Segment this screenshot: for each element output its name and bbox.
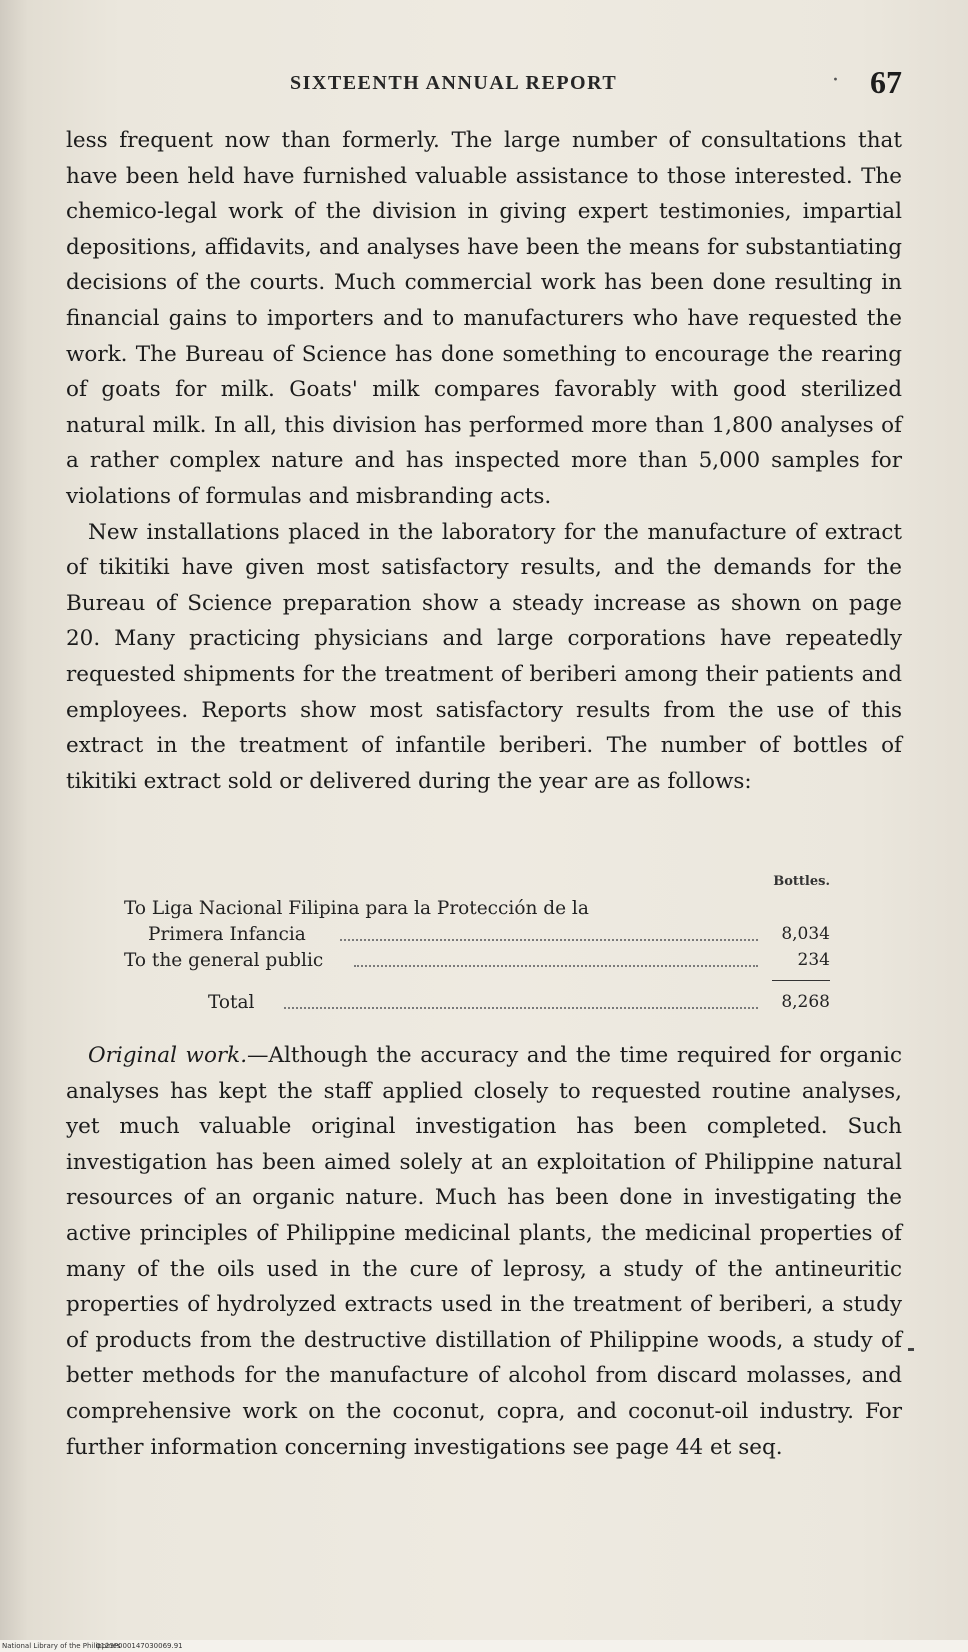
scan-footer: [0, 1640, 968, 1652]
row-label: Primera Infancia: [148, 924, 306, 945]
total-value: 8,268: [781, 992, 830, 1012]
running-head: [0, 66, 968, 106]
header-mark: ·: [832, 68, 839, 93]
scan-id: 0123P000147030069.91: [96, 1642, 183, 1650]
table-row: [124, 898, 830, 926]
row-value: 234: [797, 950, 830, 970]
original-work-section: [66, 1038, 902, 1465]
original-work-text: —Although the accuracy and the time required for organic analyses has kept the staff applied closely to requested routine analyses, yet much valuable original investigation has been completed. Such investigation has been aimed solely at an exploitation of Philippine natural resources of an organic nature. Much has been done in investigating the active principles of Philippine medicinal plants, the medicinal properties of many of the oils used in the cure of leprosy, a study of the antineuritic properties of hydrolyzed extracts used in the treatment of beriberi, a study of products from the destructive distillation of Philippine woods, a study of better methods for the manufacture of alcohol from discard molasses, and comprehensive work on the coconut, copra, and coconut-oil industry. For further information concerning investigations see page 44 et seq.: [66, 1043, 902, 1460]
leader-dots: [340, 939, 758, 941]
table-row: [124, 924, 830, 952]
leader-dots: [354, 965, 758, 967]
margin-mark: [908, 1348, 914, 1351]
column-header-bottles: Bottles.: [773, 874, 830, 889]
paragraph-tikitiki: New installations placed in the laboratory for the manufacture of extract of tikitiki have given most satisfactory results, and the demands for the Bureau of Science preparation show a steady increase as shown on page 20. Many practicing physicians and large corporations have repeatedly requested shipments for the treatment of beriberi among their patients and employees. Reports show most satisfactory results from the use of this extract in the treatment of infantile beriberi. The number of bottles of tikitiki extract sold or delivered during the year are as follows:: [66, 519, 902, 794]
paragraph-analyses: less frequent now than formerly. The large number of consultations that have been held have furnished valuable assistance to those interested. The chemico-legal work of the division in giving expert testimonies, impartial depositions, affidavits, and analyses have been the means for substantiating decisions of the courts. Much commercial work has been done resulting in financial gains to importers and to manufacturers who have requested the work. The Bureau of Science has done something to encourage the rearing of goats for milk. Goats' milk compares favorably with good sterilized natural milk. In all, this division has performed more than 1,800 analyses of a rather complex nature and has inspected more than 5,000 samples for violations of formulas and misbranding acts.: [66, 128, 902, 509]
main-text: [66, 123, 902, 799]
original-work-heading: Original work.: [88, 1043, 248, 1068]
total-label: Total: [208, 992, 255, 1013]
row-label: To Liga Nacional Filipina para la Protección de la: [124, 898, 589, 919]
total-row: [124, 992, 830, 1020]
paragraph-original-work: [66, 1038, 902, 1465]
page-number: 67: [870, 64, 902, 100]
table-row: [124, 950, 830, 978]
library-credit: National Library of the Philippines: [2, 1642, 121, 1650]
total-rule: [772, 980, 830, 981]
leader-dots: [284, 1007, 758, 1009]
row-value: 8,034: [781, 924, 830, 944]
row-label: To the general public: [124, 950, 324, 971]
report-title: SIXTEENTH ANNUAL REPORT: [290, 72, 618, 94]
